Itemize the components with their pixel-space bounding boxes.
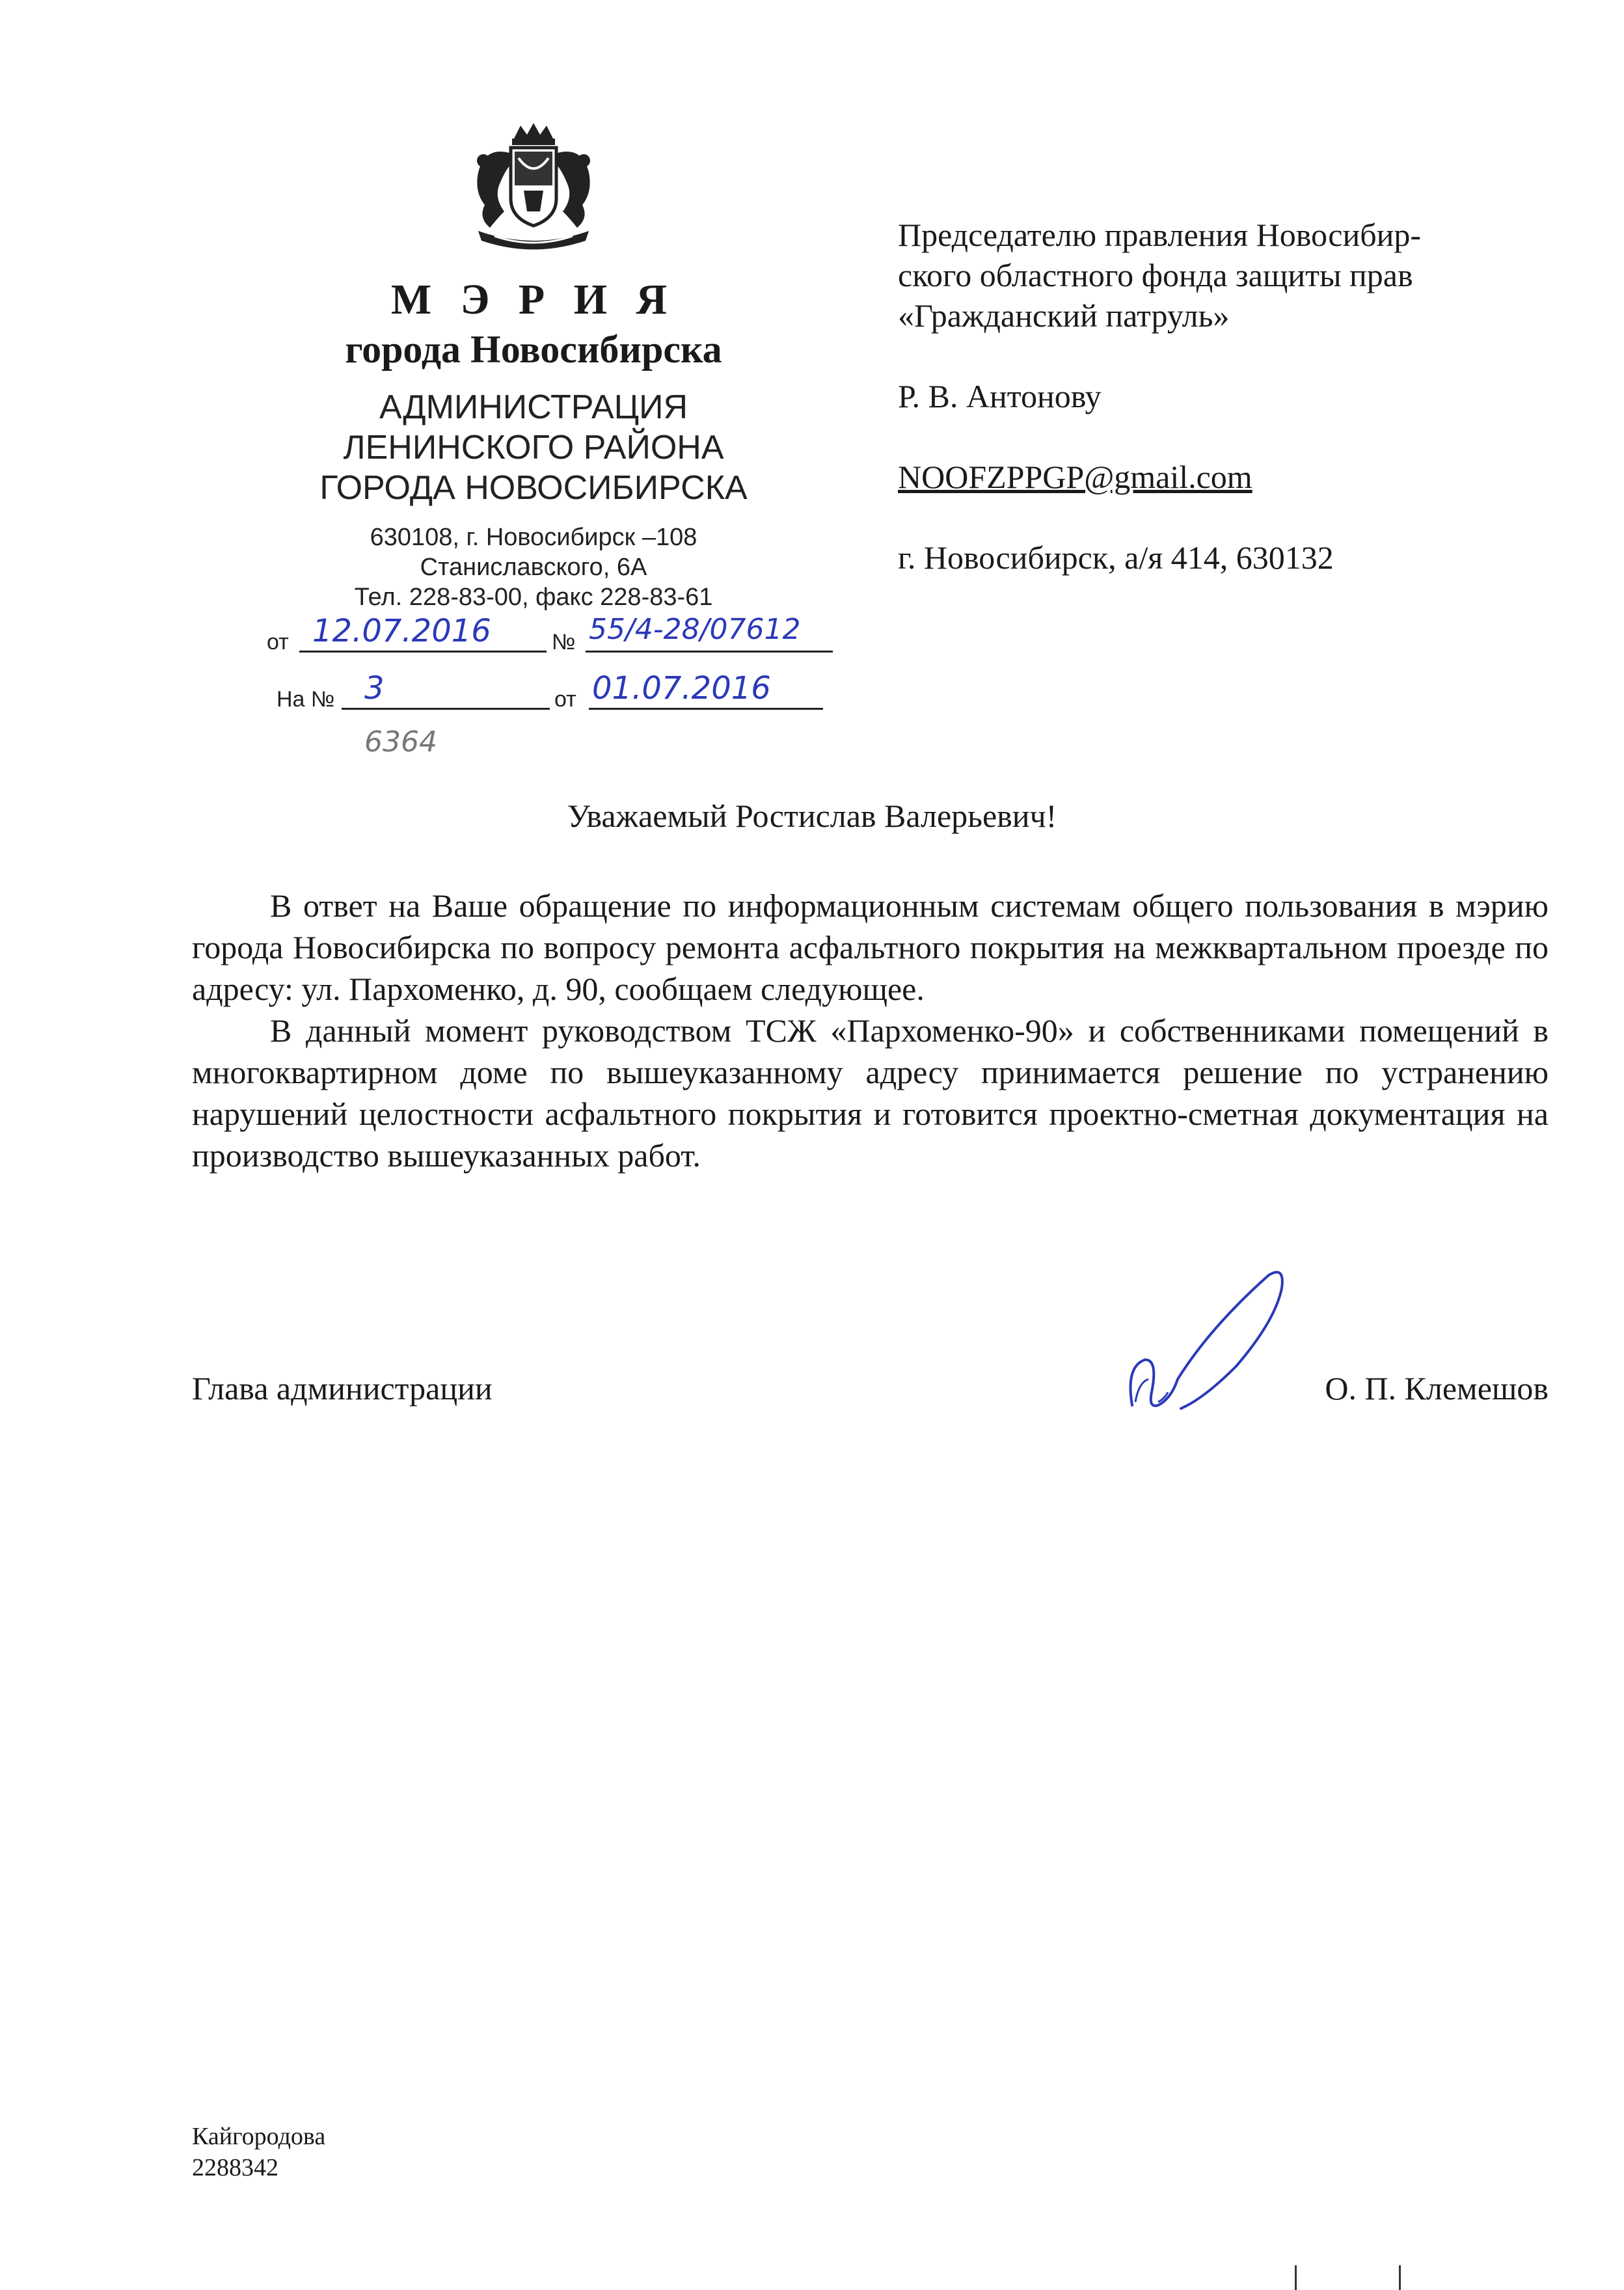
salutation: Уважаемый Ростислав Валерьевич! — [567, 798, 1057, 834]
body-paragraph: В ответ на Ваше обращение по информационным системам общего пользования в мэрию города Новосибирска по вопросу ремонта асфальтного покрытия на межквартальном проезде по адресу: ул. Пархоменко, д. 90, сообщаем следующее. — [192, 887, 1549, 1007]
body-paragraph: В данный момент руководством ТСЖ «Пархоменко-90» и собственниками помещений в многоквартирном доме по вышеуказанному адресу принимается решение по устранению нарушений целостности асфальтного покрытия и готовится проектно-сметная документация на производство вышеуказанных работ. — [192, 1012, 1549, 1174]
reply-label: На № — [277, 687, 335, 712]
addressee-postal: г. Новосибирск, а/я 414, 630132 — [898, 539, 1334, 576]
city-coat-of-arms-emblem — [459, 120, 608, 260]
executor-phone: 2288342 — [192, 2154, 278, 2181]
admin-line: АДМИНИСТРАЦИЯ — [379, 388, 688, 426]
handwritten-note: 6364 — [364, 725, 437, 759]
address-line: 630108, г. Новосибирск –108 — [370, 524, 697, 551]
addressee-line: «Гражданский патруль» — [898, 297, 1230, 334]
letterhead — [247, 120, 820, 612]
address-line: Станиславского, 6А — [420, 554, 647, 581]
admin-line: ГОРОДА НОВОСИБИРСКА — [319, 469, 748, 507]
executor-info — [192, 2121, 325, 2183]
letterhead-address — [247, 522, 820, 612]
number-handwritten: 55/4-28/07612 — [589, 613, 801, 646]
executor-name: Кайгородова — [192, 2123, 326, 2150]
addressee-email-link[interactable]: NOOFZPPGP@gmail.com — [898, 459, 1252, 495]
reply-number-handwritten: 3 — [364, 670, 385, 707]
organization-title: М Э Р И Я — [390, 276, 677, 323]
from-date-handwritten: 12.07.2016 — [312, 613, 491, 649]
address-line: Тел. 228-83-00, факс 228-83-61 — [354, 584, 713, 611]
signatory-role: Глава администрации — [192, 1370, 493, 1407]
number-label: № — [552, 630, 576, 654]
reply-date-handwritten: 01.07.2016 — [592, 670, 771, 707]
admin-line: ЛЕНИНСКОГО РАЙОНА — [343, 429, 724, 466]
addressee-name: Р. В. Антонову — [898, 378, 1102, 414]
handwritten-signature — [1119, 1269, 1308, 1425]
addressee-line: ского областного фонда защиты прав — [898, 257, 1413, 293]
addressee-line: Председателю правления Новосибир- — [898, 217, 1422, 253]
scan-edge-mark — [1399, 2265, 1401, 2290]
administration-name — [247, 387, 820, 508]
addressee-block — [898, 215, 1549, 578]
signatory-name: О. П. Клемешов — [1325, 1370, 1549, 1407]
letter-body — [192, 885, 1549, 1176]
scan-edge-mark — [1295, 2265, 1297, 2290]
from-label: от — [267, 630, 289, 654]
reply-from-label: от — [554, 687, 576, 712]
organization-city: города Новосибирска — [345, 328, 722, 371]
